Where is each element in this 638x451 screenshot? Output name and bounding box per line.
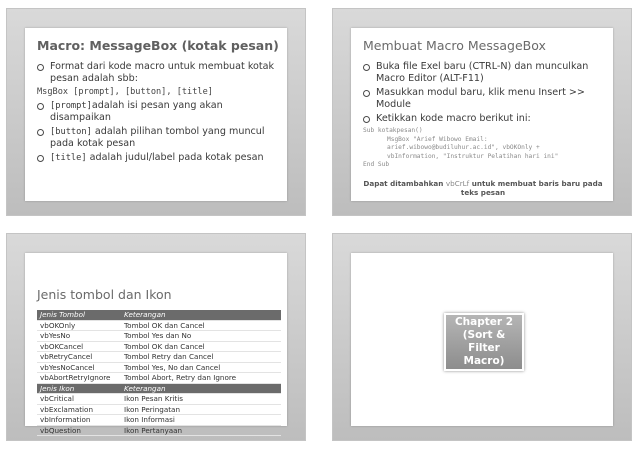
slide-3-title: Jenis tombol dan Ikon — [37, 287, 172, 302]
table-row: vbAbortRetryIgnore Tombol Abort, Retry dan Ignore — [37, 373, 281, 384]
code-block — [363, 127, 603, 170]
table-header: Jenis Ikon Keterangan — [37, 383, 281, 394]
table-row: vbInformation Ikon Informasi — [37, 415, 281, 426]
prompt-code: [prompt] — [50, 101, 92, 111]
chapter-line: (Sort & Filter — [462, 329, 506, 354]
bullet-open-excel: Buka file Exel baru (CTRL-N) dan munculkan Macro Editor (ALT-F11) — [363, 61, 603, 85]
code-line: End Sub — [363, 161, 390, 169]
prompt-text: adalah isi pesan yang akan disampaikan — [50, 100, 223, 123]
bullet-button — [37, 126, 277, 150]
button-types-table — [37, 310, 281, 436]
bullet-type-code: Ketikkan kode macro berikut ini: — [363, 113, 603, 125]
vbcrlf-note: Dapat ditambahkan vbCrLf untuk membuat baris baru pada teks pesan — [363, 178, 603, 198]
table-row: vbOKOnly Tombol OK dan Cancel — [37, 320, 281, 331]
table-row: vbExclamation Ikon Peringatan — [37, 404, 281, 415]
button-code: [button] — [50, 127, 92, 137]
code-line: Sub kotakpesan() — [363, 127, 423, 134]
button-text: adalah pilihan tombol yang muncul pada kotak pesan — [50, 126, 265, 149]
slide-1-title: Macro: MessageBox (kotak pesan) — [37, 38, 279, 53]
table-row: vbYesNoCancel Tombol Yes, No dan Cancel — [37, 362, 281, 373]
slide-4 — [332, 233, 632, 441]
title-text: adalah judul/label pada kotak pesan — [86, 152, 264, 163]
slide-3 — [6, 233, 306, 441]
code-line: arief.wibowo@budiluhur.ac.id", vbOKOnly + — [387, 144, 540, 152]
slide-1 — [6, 8, 306, 216]
slide-2 — [332, 8, 632, 216]
slide-4-panel — [351, 253, 613, 426]
slide-1-bullets — [37, 61, 277, 85]
chapter-line: Macro) — [463, 355, 505, 367]
slide-2-panel — [351, 28, 613, 201]
table-header: Jenis Tombol Keterangan — [37, 310, 281, 320]
vbcrlf-keyword: vbCrLf — [445, 178, 470, 188]
slide-3-panel — [25, 253, 287, 435]
bullet-prompt — [37, 100, 277, 124]
table-row: vbRetryCancel Tombol Retry dan Cancel — [37, 352, 281, 363]
code-line: vbInformation, "Instruktur Pelatihan hari ini" — [387, 152, 559, 160]
table-row: vbOKCancel Tombol OK dan Cancel — [37, 341, 281, 352]
slide-2-bullets — [363, 61, 603, 125]
table-row: vbCritical Ikon Pesan Kritis — [37, 394, 281, 405]
slide-1-panel — [25, 28, 287, 201]
bullet-title — [37, 152, 277, 164]
msgbox-syntax: MsgBox [prompt], [button], [title] — [37, 87, 213, 97]
bullet-format: Format dari kode macro untuk membuat kotak pesan adalah sbb: — [37, 61, 277, 85]
chapter-line: Chapter 2 — [454, 316, 514, 328]
slide-2-title: Membuat Macro MessageBox — [363, 38, 546, 53]
table-row: vbYesNo Tombol Yes dan No — [37, 331, 281, 342]
title-code: [title] — [50, 153, 87, 163]
code-line: MsgBox "Arief Wibowo Email: — [387, 135, 488, 143]
table-row: vbQuestion Ikon Pertanyaan — [37, 425, 281, 436]
bullet-insert-module: Masukkan modul baru, klik menu Insert >> Module — [363, 87, 603, 111]
chapter-box — [444, 313, 524, 371]
